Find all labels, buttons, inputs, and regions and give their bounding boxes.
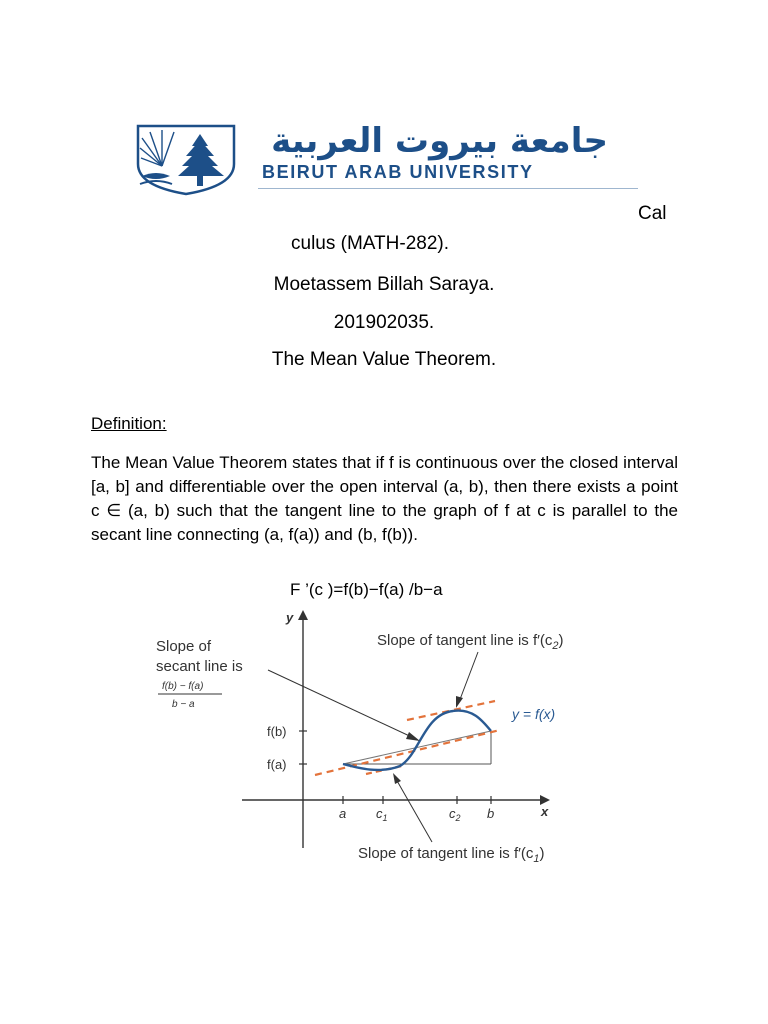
tick-label-fa: f(a)	[267, 757, 287, 772]
tick-label-fb: f(b)	[267, 724, 287, 739]
header-divider	[258, 188, 638, 189]
student-name: Moetassem Billah Saraya.	[273, 274, 495, 295]
university-name-english: BEIRUT ARAB UNIVERSITY	[262, 162, 534, 182]
secant-pointer-arrow-icon	[406, 732, 420, 741]
university-logo-emblem	[136, 124, 236, 196]
tangent-c1-pointer-line	[396, 779, 432, 842]
course-title-end: culus (MATH-282).	[291, 233, 450, 254]
mean-value-theorem-figure	[140, 604, 620, 874]
tangent-c1-annotation: Slope of tangent line is $f'(c_1)$	[358, 845, 545, 865]
x-axis-label: x	[541, 804, 549, 819]
definition-paragraph: The Mean Value Theorem states that if f is continuous over the closed interval [a, b] and differentiable over the open interval (a, b), then there exists a point c ∈ (a, b) such that the tangent line to the graph of f at c is parallel to the secant line connecting (a, f(a)) and (b, f(b)).	[91, 453, 678, 544]
course-title-start: Cal	[638, 203, 667, 224]
definition-heading: Definition:	[91, 414, 167, 433]
secant-annotation-line2: secant line is	[156, 658, 243, 675]
curve-label: y = f(x)	[512, 706, 556, 722]
tick-label-c2: $c_2$	[449, 806, 461, 823]
university-name-arabic: جامعة بيروت العربية	[271, 121, 608, 161]
secant-fraction-denominator: b − a	[172, 699, 195, 710]
tick-label-b: b	[487, 806, 495, 821]
tangent-c2-pointer-arrow-icon	[456, 696, 463, 708]
tangent-c2-annotation: Slope of tangent line is $f'(c_2)$	[377, 632, 564, 652]
student-id: 201902035.	[333, 312, 435, 333]
y-axis-label: y	[286, 610, 294, 625]
secant-pointer-line	[268, 670, 416, 739]
y-axis-arrow-icon	[298, 610, 308, 620]
tick-label-c1: $c_1$	[376, 806, 388, 823]
secant-fraction-numerator: f(b) − f(a)	[162, 681, 204, 692]
tick-label-a: a	[339, 806, 347, 821]
topic-title: The Mean Value Theorem.	[271, 349, 497, 370]
tangent-c1-pointer-arrow-icon	[393, 773, 401, 784]
tangent-c2-pointer-line	[459, 652, 478, 702]
mvt-formula: F ’(c )=f(b)−f(a) /b−a	[290, 580, 443, 599]
cedar-tree-emblem-icon	[136, 124, 236, 196]
secant-annotation-line1: Slope of	[156, 638, 212, 655]
